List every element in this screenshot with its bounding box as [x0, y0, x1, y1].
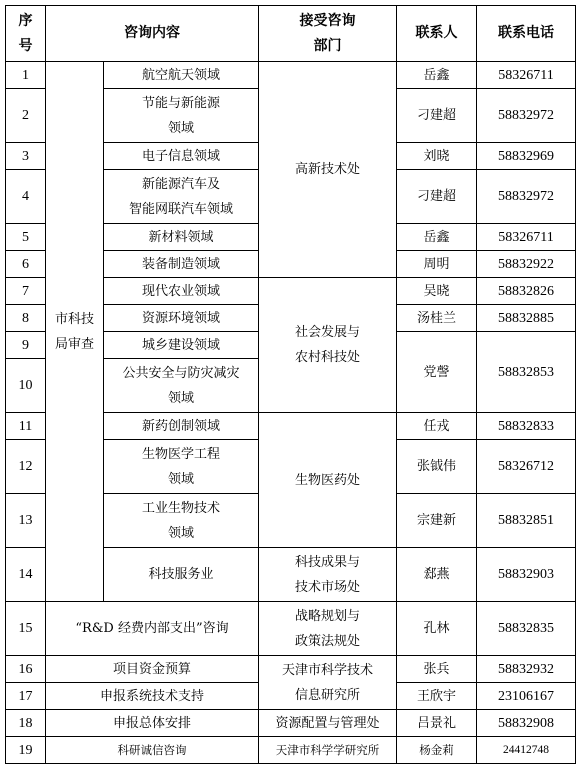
consult-content: 科技服务业	[104, 548, 259, 602]
contact-person: 任戎	[397, 413, 477, 440]
row-number: 1	[6, 62, 46, 89]
header-phone: 联系电话	[477, 6, 576, 62]
contact-phone: 58832853	[477, 332, 576, 413]
contact-phone: 58832972	[477, 89, 576, 143]
contact-person: 党謦	[397, 332, 477, 413]
header-content: 咨询内容	[46, 6, 259, 62]
row-number: 14	[6, 548, 46, 602]
contact-phone: 58326711	[477, 224, 576, 251]
contact-phone: 58832833	[477, 413, 576, 440]
contact-person: 周明	[397, 251, 477, 278]
contact-phone: 58832835	[477, 602, 576, 656]
row-number: 16	[6, 656, 46, 683]
table-row	[6, 737, 576, 764]
consult-content: 生物医学工程 领域	[104, 440, 259, 494]
consult-content: 城乡建设领域	[104, 332, 259, 359]
row-number: 12	[6, 440, 46, 494]
dept-strategy: 战略规划与 政策法规处	[259, 602, 397, 656]
consult-content: 科研诚信咨询	[46, 737, 259, 764]
contact-phone: 58832851	[477, 494, 576, 548]
row-number: 6	[6, 251, 46, 278]
contact-phone: 58832908	[477, 710, 576, 737]
consult-content: 公共安全与防灾减灾 领域	[104, 359, 259, 413]
contact-phone: 23106167	[477, 683, 576, 710]
contact-person: 孔林	[397, 602, 477, 656]
dept-social-development: 社会发展与 农村科技处	[259, 278, 397, 413]
consult-content: 申报系统技术支持	[46, 683, 259, 710]
contact-phone: 58326711	[477, 62, 576, 89]
dept-high-tech: 高新技术处	[259, 62, 397, 278]
consult-content: 工业生物技术 领域	[104, 494, 259, 548]
contact-person: 吕景礼	[397, 710, 477, 737]
consult-content: 新材料领域	[104, 224, 259, 251]
table-row	[6, 656, 576, 683]
contact-person: 岳鑫	[397, 62, 477, 89]
contact-phone: 58832885	[477, 305, 576, 332]
header-dept: 接受咨询 部门	[259, 6, 397, 62]
dept-info-institute: 天津市科学技术 信息研究所	[259, 656, 397, 710]
contact-person: 郄燕	[397, 548, 477, 602]
header-contact: 联系人	[397, 6, 477, 62]
row-number: 3	[6, 143, 46, 170]
contact-phone: 24412748	[477, 737, 576, 764]
consult-content: 项目资金预算	[46, 656, 259, 683]
table-row	[6, 62, 576, 89]
row-number: 4	[6, 170, 46, 224]
row-number: 15	[6, 602, 46, 656]
contact-person: 杨金莉	[397, 737, 477, 764]
row-number: 7	[6, 278, 46, 305]
contact-phone: 58832922	[477, 251, 576, 278]
row-number: 2	[6, 89, 46, 143]
contact-phone: 58832932	[477, 656, 576, 683]
contact-phone: 58832972	[477, 170, 576, 224]
dept-academy: 天津市科学学研究所	[259, 737, 397, 764]
contact-person: 王欣宇	[397, 683, 477, 710]
contact-person: 张钺伟	[397, 440, 477, 494]
dept-biomedicine: 生物医药处	[259, 413, 397, 548]
consult-content: 新能源汽车及 智能网联汽车领域	[104, 170, 259, 224]
contact-phone: 58832903	[477, 548, 576, 602]
contact-person: 刘晓	[397, 143, 477, 170]
contact-person: 张兵	[397, 656, 477, 683]
contact-person: 宗建新	[397, 494, 477, 548]
dept-resource: 资源配置与管理处	[259, 710, 397, 737]
row-number: 18	[6, 710, 46, 737]
header-seq: 序 号	[6, 6, 46, 62]
contact-person: 刁建超	[397, 170, 477, 224]
consult-content: 节能与新能源 领域	[104, 89, 259, 143]
contact-person: 岳鑫	[397, 224, 477, 251]
consult-content: 申报总体安排	[46, 710, 259, 737]
row-number: 13	[6, 494, 46, 548]
row-number: 8	[6, 305, 46, 332]
consult-content: 航空航天领域	[104, 62, 259, 89]
contact-person: 汤桂兰	[397, 305, 477, 332]
row-number: 9	[6, 332, 46, 359]
contact-person: 刁建超	[397, 89, 477, 143]
contact-phone: 58832826	[477, 278, 576, 305]
consult-content: 资源环境领域	[104, 305, 259, 332]
consultation-contact-table	[5, 5, 576, 764]
bureau-review-cell: 市科技 局审查	[46, 62, 104, 602]
row-number: 19	[6, 737, 46, 764]
contact-person: 吴晓	[397, 278, 477, 305]
consult-content: 装备制造领域	[104, 251, 259, 278]
dept-achievement: 科技成果与 技术市场处	[259, 548, 397, 602]
consult-content: “R&D 经费内部支出”咨询	[46, 602, 259, 656]
consult-content: 现代农业领域	[104, 278, 259, 305]
row-number: 10	[6, 359, 46, 413]
table-row	[6, 602, 576, 656]
table-row	[6, 710, 576, 737]
header-row	[6, 6, 576, 62]
row-number: 5	[6, 224, 46, 251]
contact-phone: 58832969	[477, 143, 576, 170]
row-number: 11	[6, 413, 46, 440]
consult-content: 电子信息领域	[104, 143, 259, 170]
contact-phone: 58326712	[477, 440, 576, 494]
row-number: 17	[6, 683, 46, 710]
consult-content: 新药创制领域	[104, 413, 259, 440]
